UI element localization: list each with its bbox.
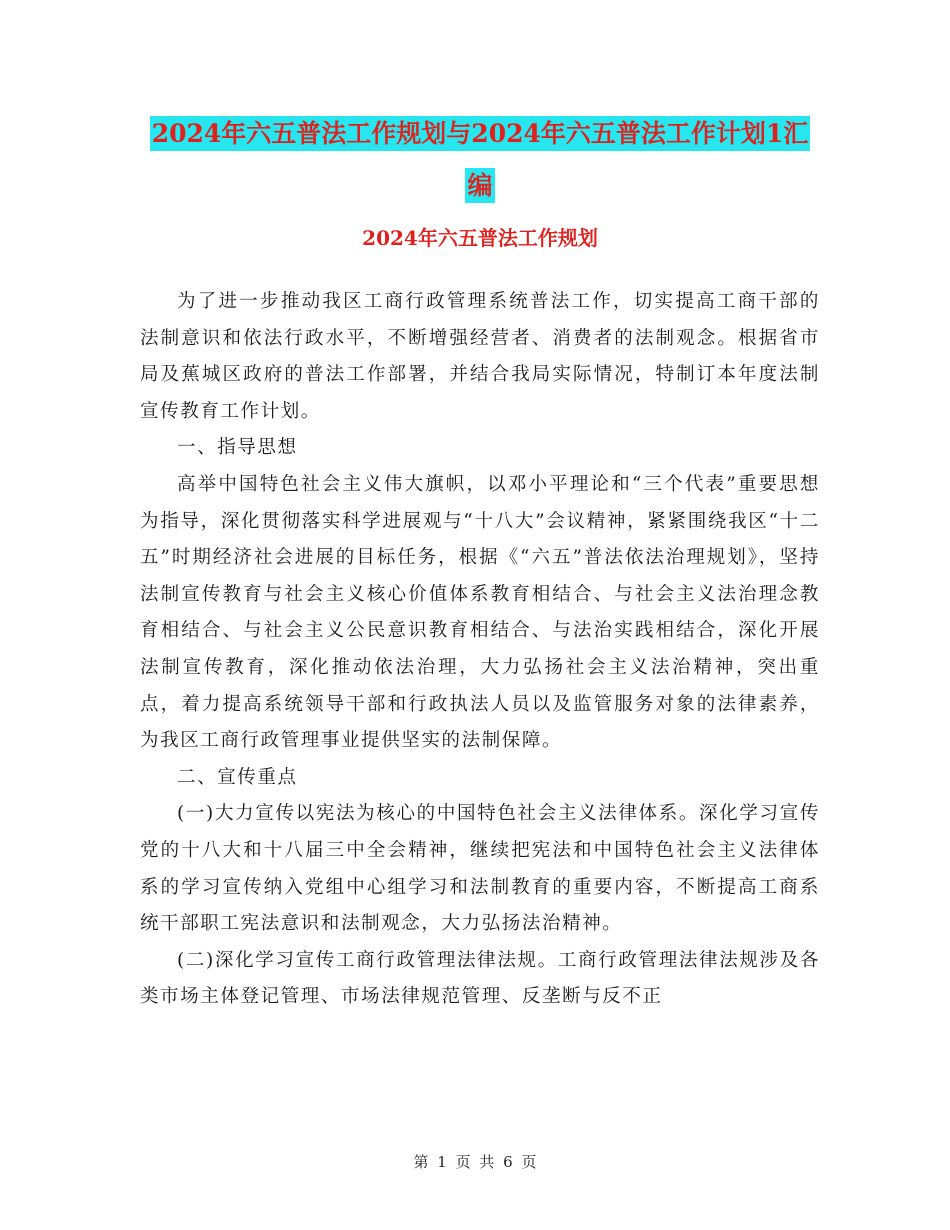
paragraph-intro: 为了进一步推动我区工商行政管理系统普法工作，切实提高工商干部的法制意识和依法行政水平，不断增强经营者、消费者的法制观念。根据省市局及蕉城区政府的普法工作部署，并结合我局实际情况，特制订本年度法制宣传教育工作计划。 [140,291,820,422]
heading-guiding-ideology: 一、指导思想 [177,437,298,459]
paragraph-focus-1: (一)大力宣传以宪法为核心的中国特色社会主义法律体系。深化学习宣传党的十八大和十八届三中全会精神，继续把宪法和中国特色社会主义法律体系的学习宣传纳入党组中心组学习和法制教育的重要内容，不断提高工商系统干部职工宪法意识和法制观念，大力弘扬法治精神。 [140,803,820,935]
document-title-text: 2024年六五普法工作规划与2024年六五普法工作计划1汇编 [150,116,811,203]
section-title: 2024年六五普法工作规划 [362,226,598,250]
document-body [140,284,820,1016]
document-title [140,108,820,212]
page-footer: 第 1 页 共 6 页 [413,1153,537,1171]
paragraph-focus-2: (二)深化学习宣传工商行政管理法律法规。工商行政管理法律法规涉及各类市场主体登记管理、市场法律规范管理、反垄断与反不正 [140,949,820,1008]
heading-publicity-focus: 二、宣传重点 [177,766,298,788]
paragraph-guiding-ideology: 高举中国特色社会主义伟大旗帜，以邓小平理论和“三个代表”重要思想为指导，深化贯彻落实科学进展观与“十八大”会议精神，紧紧围绕我区“十二五”时期经济社会进展的目标任务，根据《“六五”普法依法治理规划》，坚持法制宣传教育与社会主义核心价值体系教育相结合、与社会主义法治理念教育相结合、与社会主义公民意识教育相结合、与法治实践相结合，深化开展法制宣传教育，深化推动依法治理，大力弘扬社会主义法治精神，突出重点，着力提高系统领导干部和行政执法人员以及监管服务对象的法律素养，为我区工商行政管理事业提供坚实的法制保障。 [140,473,820,752]
